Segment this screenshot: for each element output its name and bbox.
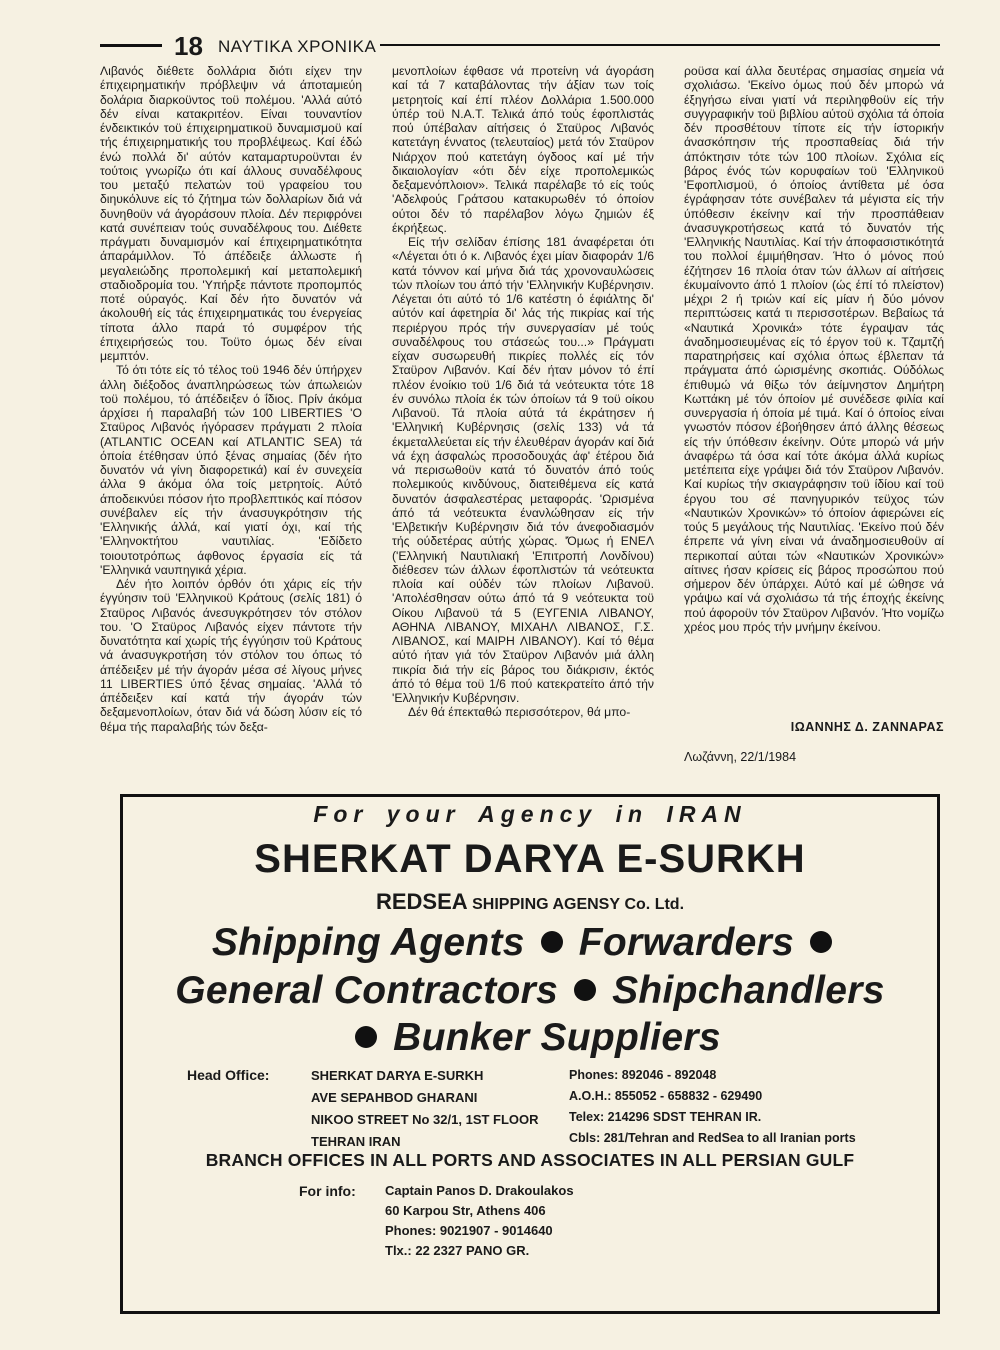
service-shipping-agents: Shipping Agents [211,921,525,964]
paragraph: Δέν ήτο λοιπόν όρθόν ότι χάρις είς τήν έγγύησιν τοϋ 'Ελληνικοϋ Κράτους (σελίς 181) ό Σταϋρος Λιβανός άνεσυγκρότησεν τόν στόλον του. 'Ο Σταϋρος Λιβανός είχεν πάντοτε τήν δυνατότητα καί χωρίς τής έγγύησιν τοϋ Κράτους νά άνασυγκροτήση τόν στόλον του όπως τό άπέδειξεν μέ τήν άγοράν μέσα σέ λίγους μήνες 11 LIBERTIES ύπό ξένας σημαίας. 'Αλλά τό άπέδειξεν καί κατά τήν άγοράν τών δεξαμενοπλοίων, όταν διά νά δώση λύσιν είς τό θέμα τής παραλαβής τών δεξα- [100,577,362,734]
ad-tagline: For your Agency in IRAN [313,801,747,827]
info-line: Phones: 9021907 - 9014640 [385,1223,553,1238]
ad-sub-coltd: Co. Ltd. [624,896,685,913]
head-office-label: Head Office: [187,1067,270,1083]
article-column-2 [392,64,654,720]
ad-services-line-2 [123,969,937,1013]
paragraph: Δέν θά έπεκταθώ περισσότερον, θά μπο- [408,705,631,720]
ad-services-line-3 [123,1016,937,1060]
contact-line: Cbls: 281/Tehran and RedSea to all Iranian ports [569,1131,856,1145]
service-forwarders: Forwarders [578,921,795,964]
bullet-icon [810,931,832,953]
info-line: Captain Panos D. Drakoulakos [385,1183,574,1198]
info-contact [385,1181,574,1261]
contact-line: Telex: 214296 SDST TEHRAN IR. [569,1110,762,1124]
paragraph: μενοπλοίων έφθασε νά προτείνη νά άγοράση καί τά 7 καταβάλοντας τήν άξίαν των τοίς μετρητοίς καί έπί πλέον Δολλάρια 1.500.000 ύπέρ τοϋ Ν.Α.Τ. Τελικά άπό τούς έφοπλιστάς πού ύπέβαλαν αίτήσεις ό Σταϋρος Λιβανός κατετάγη έννατος (τελευταίος) μετά τόν Σταϋρον Νιάρχον πού κατετάγη όγδοος καί μέ τήν δικαιολογίαν «ότι δέν είχε προπολεμικώς δεξαμενόπλοιον». Τελικά παρέλαβε τό είς τούς 'Αδελφούς Γράτσου κατακυρωθέν τό όποίον ούτοι δέν τό παρέλαβον λόγω ζημιών έξ έκρήξεως. [392,64,654,235]
header-rule-right [380,44,940,46]
dateline: Λωζάννη, 22/1/1984 [684,750,797,764]
service-shipchandlers: Shipchandlers [612,969,885,1012]
article-column-1 [100,64,362,734]
address-line: TEHRAN IRAN [311,1134,401,1149]
address-line: SHERKAT DARYA E-SURKH [311,1068,484,1083]
ad-services-line-1 [123,921,937,965]
advertisement [120,794,940,1314]
page-header [100,31,940,64]
publication-name: ΝΑΥΤΙΚΑ ΧΡΟΝΙΚΑ [218,37,377,56]
page-number: 18 [174,31,203,61]
address-line: NIKOO STREET No 32/1, 1ST FLOOR [311,1112,539,1127]
info-line: Tlx.: 22 2327 PANO GR. [385,1243,530,1258]
contact-line: A.O.H.: 855052 - 658832 - 629490 [569,1089,763,1103]
ad-sub-redsea: REDSEA [375,889,468,914]
head-office-address [311,1065,539,1153]
header-rule-left [100,44,162,47]
bullet-icon [574,979,596,1001]
paragraph: Τό ότι τότε είς τό τέλος τοϋ 1946 δέν ύπήρχεν άλλη διέξοδος άναπληρώσεως τών άπωλειών τοϋ πολέμου, τό άπέδειξεν ό ΐδιος. Πρίν άκόμα άρχίσει ή παραλαβή τών 100 LIBERTIES 'Ο Σταϋρος Λιβανός ήγόρασεν πράγματι 2 πλοία (ATLANTIC OCEAN καί ATLANTIC SEA) τά όποία έτέθησαν ύπό ξένας σημαίας (δέν ήτο δυνατόν νά γίνη διαφορετικά) καί έν συνεχεία άλλα 9 άκόμα όλα τοίς μετρητοίς. Αύτό άποδεικνύει πόσον ήτο προβλεπτικός καί πόσον συνέβαλεν είς τήν άνασυγκρότησιν τής 'Ελληνικής άλλά, καί γιατί όχι, καί τής 'Ελληνοκτήτου ναυτιλίας. 'Εδίδετο τοιουτοτρόπως άφθονος έργασία είς τά 'Ελληνικά ναυπηγικά χέρια. [100,363,362,577]
bullet-icon [355,1026,377,1048]
ad-company-name: SHERKAT DARYA E-SURKH [254,837,806,881]
article-column-3 [684,64,944,634]
service-bunker-suppliers: Bunker Suppliers [393,1016,721,1059]
contact-line: Phones: 892046 - 892048 [569,1068,717,1082]
paragraph: Λιβανός διέθετε δολλάρια διότι είχεν την έπιχειρηματικήν πρόβλεψιν νά άποταμιεύη δολάρια διαρκοϋντος τοϋ πολέμου. 'Αλλά αύτό δέν είναι κατακριτέον. Είναι τουναντίον ένδεικτικόν τοϋ έπιχειρηματικοϋ δυναμισμοϋ καί τής έπιχειρηματικής του προβλέψεως. Καί έδώ ένώ πολλά δι' αύτόν καταμαρτυροϋνται έν τούτοις γνωρίζω ότι καί άλλους συναδέλφους του μεταξύ πελατών τοϋ γραφείου του διηυκόλυνε είς τό ζήτημα τών δολλαρίων διά νά δυνηθοϋν νά άγοράσουν πλοία. Δέν περιφρόνει κατά συνέπειαν τούς συναδέλφους του. Διέθετε πράγματι δυναμισμόν καί έπιχειρηματικότητα άπαράμιλλον. Τό άπέδειξε άλλωστε ή μεγαλειώδης προπολεμική καί μεταπολεμική σταδιοδρομία του. 'Υπήρξε πάντοτε προπομπός ποτέ ούραγός. Καί δέν ήτο δυνατόν νά άκολουθή είς τάς έπιχειρηματικάς του ένεργείας τίποτα άλλο παρά τό συμφέρον τής έπιχειρήσεώς του. Τοϋτο όμως δέν είναι μεμπτόν. [100,64,362,363]
bullet-icon [541,931,563,953]
ad-subline [123,889,937,915]
service-general-contractors: General Contractors [175,969,559,1012]
ad-sub-agency: SHIPPING AGENSY [472,896,621,913]
info-label: For info: [299,1183,356,1199]
ad-branch-offices: BRANCH OFFICES IN ALL PORTS AND ASSOCIATES IN ALL PERSIAN GULF [205,1150,855,1170]
address-line: AVE SEPAHBOD GHARANI [311,1090,478,1105]
paragraph: Είς τήν σελίδαν έπίσης 181 άναφέρεται ότι «Λέγεται ότι ό κ. Λιβανός έχει μίαν διαφοράν 1/6 κατά τόννον καί μήνα διά τάς χρονοναυλώσεις τών πλοίων του άπό τήν 'Ελληνικήν Κυβέρνησιν. Λέγεται ότι αύτό τό 1/6 κατέστη ό έφιάλτης δι' αύτόν καί άφετηρία δι' λάς τής πικρίας καί τής περιέργου πρός τήν συνεργασίαν μέ τούς συναδέλφους του στάσεώς του...» Πράγματι είχαν συσωρευθή πικρίες πολλές είς τόν Σταϋρον Λιβανόν. Καί δέν ήταν μόνον τό έπί πλέον ένοίκιο τοϋ 1/6 διά τά νεότευκτα τότε 18 έν συνόλω πλοία έκ τών όποίων τά 9 τοϋ οίκου Λιβανοϋ. Τά πλοία αύτά τά έκράτησεν ή 'Ελληνική Κυβέρνησις (σελίς 133) νά τά έκμεταλλεύεται είς τήν έλευθέραν άγοράν καί διά νά έχη άσφαλώς προσοδουχάς άφ' έτέρου διά νά περισωθοϋν κατά τό δυνατόν άπό τούς πολεμικούς κινδύνους, διατειθέμενα είς κατά δυνατόν άσφαλεστέρας μεταφοράς. 'Ωρισμένα άπό τά νεότευκτα ένανλώθησαν είς τήν 'Ελβετικήν Κυβέρνησιν διά τόν άνεφοδιασμόν τής ούδετέρας αύτής χώρας. 'Όμως ή ΕΝΕΛ ('Ελληνική Ναυτιλιακή 'Επιτροπή Λονδίνου) διέθεσεν τών άλλων έφοπλιστών τά νεότευκτα πλοία καί ούδέν τών πλοίων Λιβανοϋ. 'Απολέσθησαν ούτω άπό τά 9 νεότευκτα τοϋ Οίκου Λιβανοϋ τά 5 (ΕΥΓΕΝΙΑ ΛΙΒΑΝΟΥ, ΑΘΗΝΑ ΛΙΒΑΝΟΥ, ΜΙΧΑΗΛ ΛΙΒΑΝΟΣ, Γ.Σ. ΛΙΒΑΝΟΣ, καί ΜΑΙΡΗ ΛΙΒΑΝΟΥ). Καί τό θέμα αύτό ήταν γιά τόν Σταϋρον Λιβανόν μιά άλλη πικρία διά τήν είς βάρος του διάκρισιν, έκτός άπό τό θέμα τοϋ 1/6 πού κατεκρατείτο άπό τήν 'Ελληνικήν Κυβέρνησιν. [392,235,654,705]
info-line: 60 Karpou Str, Athens 406 [385,1203,546,1218]
head-office-contacts [569,1065,856,1149]
paragraph: ροϋσα καί άλλα δευτέρας σημασίας σημεία νά σχολιάσω. 'Εκείνο όμως πού δέν μπορώ νά έξηγήσω είναι γιατί νά περιληφθοϋν είς τήν συγγραφικήν τοϋ βιβλίου αύτοϋ σχόλια τά όποία δέν προσθέτουν τίποτε είς τήν ίστορικήν άνασκόπησιν τής προσπαθείας διά τήν άπόκτησιν τότε τών 100 πλοίων. Σχόλια είς βάρος ένός τών κορυφαίων τοϋ 'Ελληνικοϋ 'Εφοπλισμοϋ, ό όποίος άντίθετα μέ όσα έγράφησαν τότε συνέβαλεν τά μέγιστα είς τήν ύπόθεσιν έκείνην καί τήν προσπάθειαν άνασυγκροτήσεως κατά τό δυνατόν τής 'Ελληνικής Ναυτιλίας. Καί τήν άποφασιστικότητά του πολλοί έμιμήθησαν. Ήτο ό μόνος πού έζήτησεν 16 πλοία όταν τών άλλων αί αίτήσεις έκυμαίνοντο άπό 1 πλοίον (ώς έπί τό πλείστον) μέχρι 2 ή τριών καί είς μίαν ή δύο μόνον περιπτώσεις κατά τι περισσοτέρων. Βεβαίως τά «Ναυτικά Χρονικά» τότε έγραψαν τάς άναδημοσιευμένας είς τό έργον τοϋ κ. Τζαμτζή παρατηρήσεις καί σχόλια όπως έβλεπαν τά πράγματα άπό ώρισμένης σκοπιάς. Ούδόλως έπιθυμώ νά θίξω τόν άείμνηστον Δημήτρη Κωττάκη μέ τόν όποίον μέ συνέδεσε φιλία καί συνεργασία ή όποία μέ τιμά. Καί ό όποίος είναι γνωστόν πόσον έβοήθησεν άπό άλλης θέσεως είς τήν ύπόθεσιν έκείνην. Ούτε μπορώ νά μήν άναφέρω τά όσα καί τότε άκόμα άλλά κυρίως μετέπειτα είχε γράψει διά τόν Σταϋρον Λιβανόν. Καί κυρίως τήν σκιαγράφησιν τοϋ ίδίου καί τοϋ έργου του σέ πανηγυρικόν τεϋχος τών «Ναυτικών Χρονικών» τό όποίον άφιερώνει είς τούς 5 μεγάλους τής Ναυτιλίας. 'Εκείνο πού δέν έπρεπε νά γίνη είναι νά άναδημοσιευθοϋν αί περικοπαί αύται τών «Ναυτικών Χρονικών» αίτινες ήσαν κρίσεις είς βάρος προσώπου πού σήμερον δέν ύπάρχει. Αύτό καί μέ ώθησε νά γράψω καί νά σχολιάσω τά τής έποχής έκείνης πού άφοροϋν τόν Σταϋρον Λιβανόν. Ήτο νομίζω χρέος μου πρός τήν μνήμην έκείνου. [684,64,944,634]
author-signature: ΙΩΑΝΝΗΣ Δ. ΖΑΝΝΑΡΑΣ [790,720,944,734]
